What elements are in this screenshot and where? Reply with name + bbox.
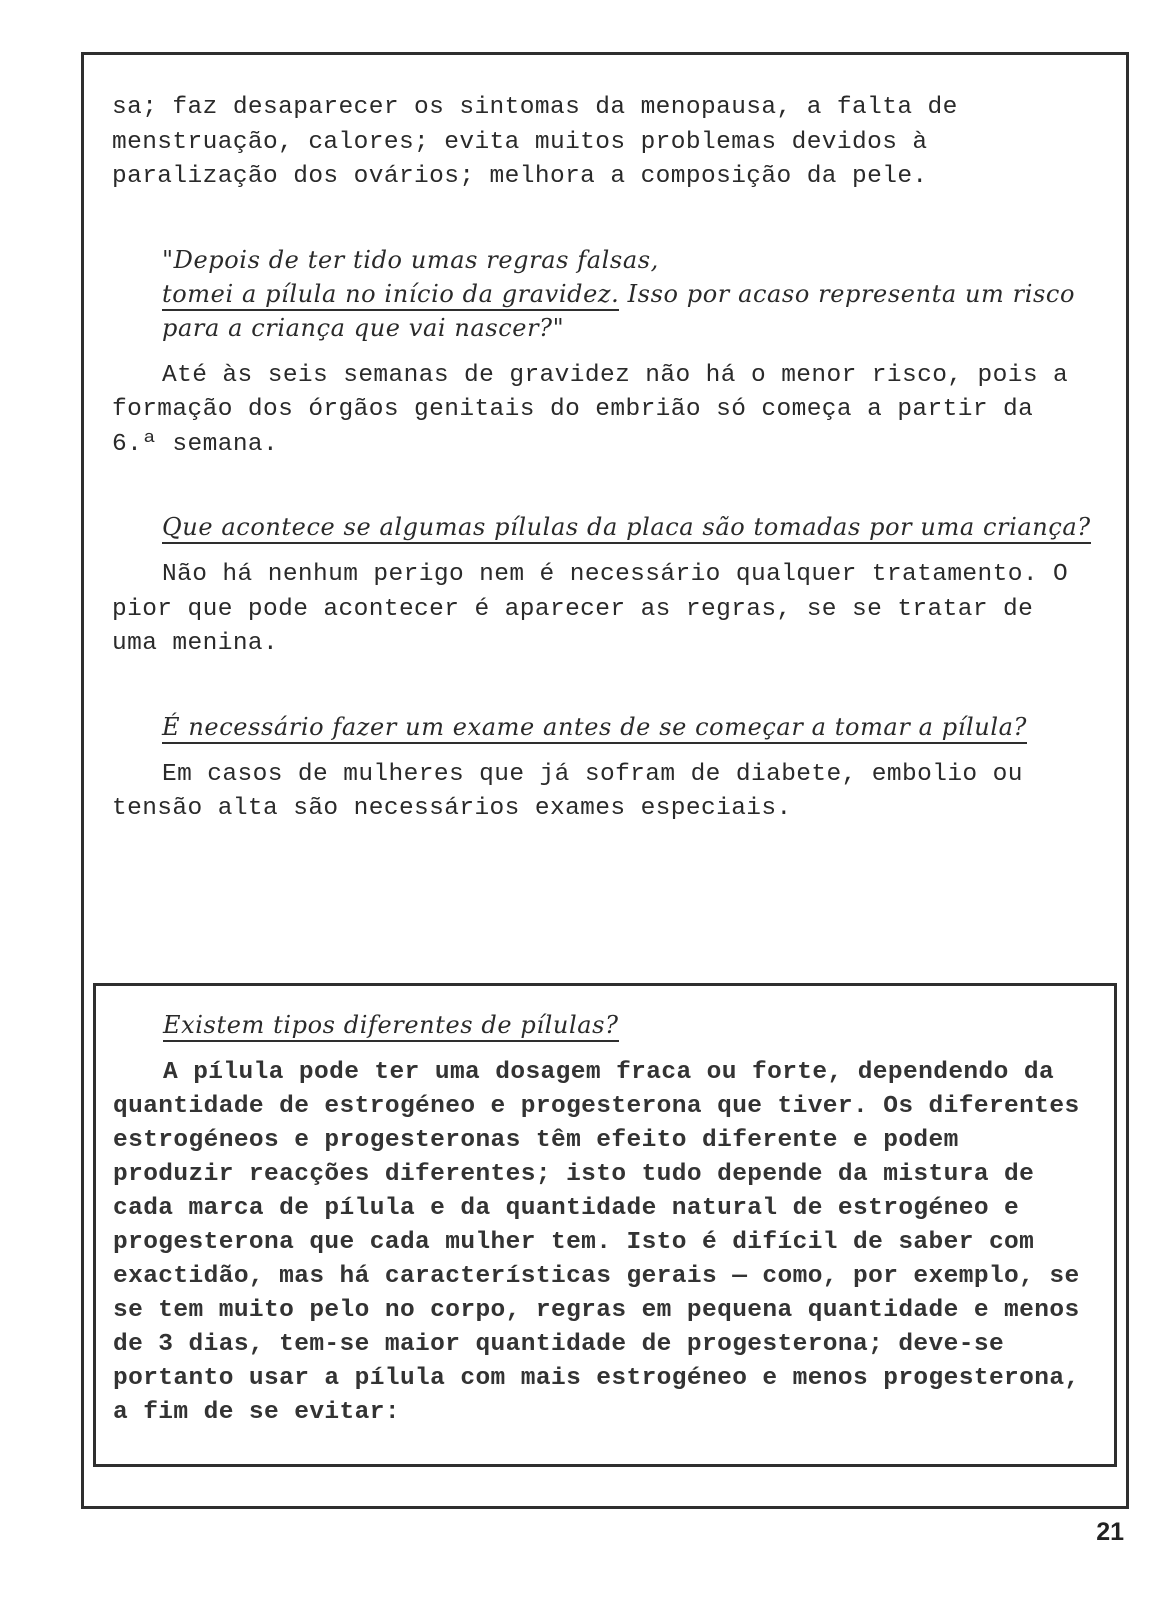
- highlight-box: [93, 983, 1117, 1467]
- question-1-underlined: tomei a pílula no início da gravidez.: [162, 280, 619, 311]
- question-3: É necessário fazer um exame antes de se começar a tomar a pílula?: [162, 710, 1092, 744]
- page-number: 21: [1096, 1518, 1124, 1546]
- main-content: [112, 91, 1092, 827]
- intro-paragraph: sa; faz desaparecer os sintomas da menopausa, a falta de menstruação, calores; evita muitos problemas devidos à paralização dos ovários; melhora a composição da pele.: [112, 94, 958, 190]
- question-1: "Depois de ter tido umas regras falsas, tomei a pílula no início da gravidez. Isso por acaso representa um risco para a criança que vai nascer?": [162, 245, 1076, 342]
- answer-2: Não há nenhum perigo nem é necessário qualquer tratamento. O pior que pode acontecer é aparecer as regras, se se tratar de uma menina.: [112, 561, 1069, 657]
- box-answer: A pílula pode ter uma dosagem fraca ou forte, dependendo da quantidade de estrogéneo e progesterona que tiver. Os diferentes estrogéneos e progesteronas têm efeito diferente e podem produzir reacções diferentes; isto tudo depende da mistura de cada marca de pílula e da quantidade natural de estrogéneo e progesterona que cada mulher tem. Isto é difícil de saber com exactidão, mas há características gerais — como, por exemplo, se se tem muito pelo no corpo, regras em pequena quantidade e menos de 3 dias, tem-se maior quantidade de progesterona; deve-se portanto usar a pílula com mais estrogéneo e menos progesterona, a fim de se evitar:: [113, 1059, 1080, 1426]
- question-2: Que acontece se algumas pílulas da placa são tomadas por uma criança?: [162, 510, 1092, 544]
- answer-3: Em casos de mulheres que já sofram de diabete, embolio ou tensão alta são necessários exames especiais.: [112, 760, 1023, 822]
- box-question: Existem tipos diferentes de pílulas?: [163, 1008, 1091, 1042]
- answer-1: Até às seis semanas de gravidez não há o menor risco, pois a formação dos órgãos genitais do embrião só começa a partir da 6.ª semana.: [112, 361, 1069, 458]
- page-frame: [81, 52, 1129, 1509]
- highlight-box-content: [113, 1008, 1091, 1430]
